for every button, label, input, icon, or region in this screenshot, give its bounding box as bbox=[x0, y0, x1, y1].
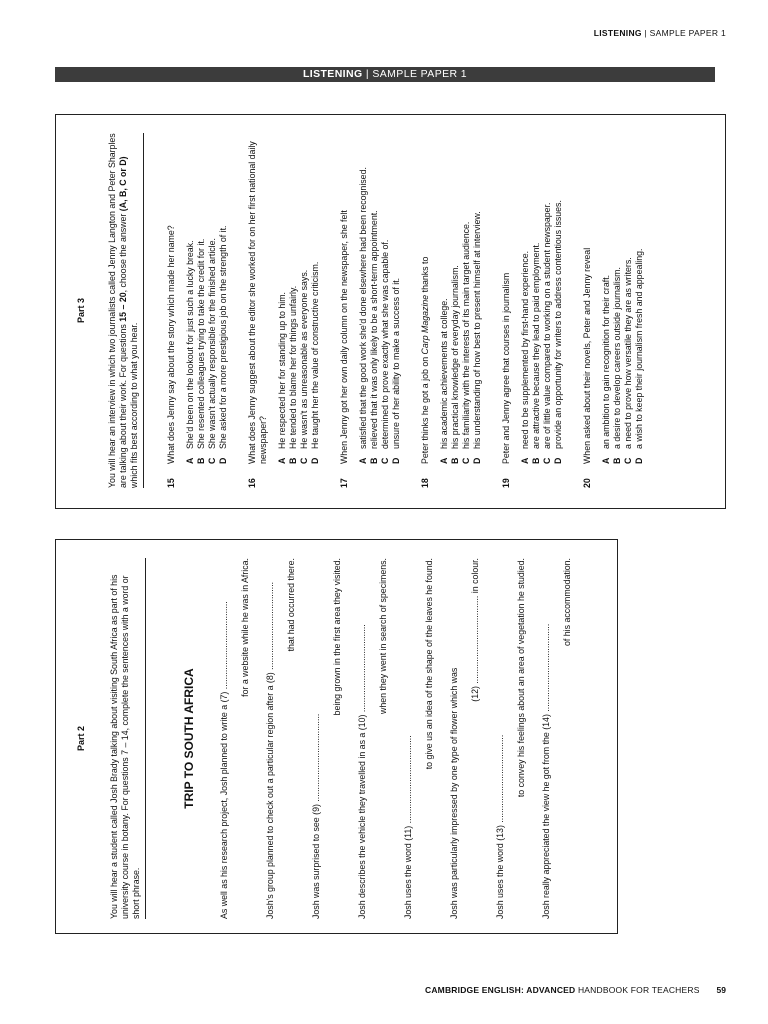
question-number: 15 bbox=[166, 478, 177, 488]
question-19 bbox=[501, 133, 564, 488]
part3-rule bbox=[143, 133, 144, 488]
sentence-11 bbox=[403, 558, 435, 919]
sentence-8-line2: that had occurred there. bbox=[286, 558, 297, 652]
option-b bbox=[288, 133, 299, 464]
question-number: 20 bbox=[581, 478, 592, 488]
option-letter: A bbox=[277, 457, 288, 464]
option-b bbox=[196, 133, 207, 464]
footer-publisher: CAMBRIDGE ENGLISH: ADVANCED bbox=[425, 985, 576, 995]
part3-intro-post: which fits best according to what you hear. bbox=[129, 322, 140, 488]
option-letter: B bbox=[449, 457, 460, 464]
option-letter: C bbox=[379, 457, 390, 464]
option-letter: A bbox=[185, 457, 196, 464]
option-text: an ambition to gain recognition for their craft. bbox=[600, 274, 611, 449]
option-text: satisfied that the good work she'd done elsewhere had been recognised. bbox=[358, 167, 369, 449]
magazine-title: Carp Magazine bbox=[419, 294, 430, 355]
band-section: LISTENING bbox=[302, 68, 363, 80]
part3-panel bbox=[55, 114, 726, 509]
option-b bbox=[450, 133, 461, 464]
sentence-7 bbox=[219, 558, 251, 919]
sentence-14-line2: of his accommodation. bbox=[561, 558, 572, 647]
option-b bbox=[531, 133, 542, 464]
option-text: are attractive because they lead to paid employment. bbox=[530, 242, 541, 449]
option-a bbox=[601, 133, 612, 464]
option-a bbox=[185, 133, 196, 464]
option-letter: B bbox=[611, 457, 622, 464]
option-text: his familiarity with the interests of its main target audience. bbox=[460, 221, 471, 449]
question-stem: What does Jenny say about the story which made her name? bbox=[166, 225, 177, 464]
option-text: She wasn't actually responsible for the finished article. bbox=[207, 238, 218, 449]
option-letter: D bbox=[310, 457, 321, 464]
part3-title: Part 3 bbox=[76, 298, 86, 324]
question-number: 16 bbox=[247, 478, 258, 488]
sentence-12-line2: (12) .................................... in colour. bbox=[470, 558, 481, 702]
section-band bbox=[55, 67, 715, 82]
question-17 bbox=[339, 133, 402, 488]
sentence-9-line2: being grown in the first area they visited. bbox=[332, 558, 343, 716]
sentence-10 bbox=[357, 558, 389, 919]
header-paper: SAMPLE PAPER 1 bbox=[649, 28, 726, 38]
option-text: a desire to develop careers outside journalism. bbox=[611, 267, 622, 449]
option-letter: C bbox=[541, 457, 552, 464]
option-letter: C bbox=[622, 457, 633, 464]
header-section: LISTENING bbox=[593, 28, 642, 38]
option-c bbox=[542, 133, 553, 464]
question-20 bbox=[582, 133, 645, 488]
option-text: She'd been on the lookout for just such a lucky break. bbox=[185, 240, 196, 449]
option-text: his academic achievements at college. bbox=[438, 298, 449, 449]
option-letter: D bbox=[633, 457, 644, 464]
option-letter: D bbox=[471, 457, 482, 464]
part3-intro-letters: (A, B, C or D) bbox=[118, 156, 129, 212]
option-text: He wasn't as unreasonable as everyone says. bbox=[299, 269, 310, 449]
option-letter: C bbox=[299, 457, 310, 464]
option-letter: B bbox=[369, 457, 379, 464]
option-letter: C bbox=[460, 457, 471, 464]
sentence-10-line2: when they went in search of specimens. bbox=[378, 558, 389, 714]
option-a bbox=[358, 133, 369, 464]
sentence-13 bbox=[495, 558, 527, 919]
part2-panel bbox=[55, 539, 618, 934]
question-stem-pre: Peter thinks he got a job on bbox=[419, 354, 430, 464]
question-number: 19 bbox=[500, 478, 511, 488]
option-letter: A bbox=[438, 457, 449, 464]
option-text: a need to prove how versatile they are as writers. bbox=[622, 257, 633, 449]
option-d bbox=[553, 133, 564, 464]
option-letter: B bbox=[288, 457, 299, 464]
option-text: She resented colleagues trying to take the credit for it. bbox=[196, 238, 207, 449]
part3-intro-range: 15 – 20 bbox=[118, 292, 129, 322]
sentence-11-line1: Josh uses the word (11) .................................... bbox=[403, 735, 414, 919]
option-letter: D bbox=[552, 457, 563, 464]
option-text: his understanding of how best to present himself at interview. bbox=[471, 211, 482, 449]
option-c bbox=[299, 133, 310, 464]
part3-intro bbox=[107, 133, 140, 488]
sentence-12-line1: Josh was particularly impressed by one type of flower which was bbox=[449, 667, 460, 919]
option-letter: A bbox=[358, 457, 369, 464]
option-letter: A bbox=[600, 457, 611, 464]
option-text: need to be supplemented by first-hand experience. bbox=[519, 250, 530, 449]
option-text: He respected her for standing up to him. bbox=[277, 292, 288, 449]
sentence-7-line1: As well as his research project, Josh planned to write a (7) .................................... bbox=[219, 601, 230, 919]
question-16 bbox=[247, 133, 321, 488]
part2-title: Part 2 bbox=[76, 726, 86, 752]
part2-rule bbox=[145, 558, 146, 919]
sentence-9 bbox=[311, 558, 343, 919]
footer-book: HANDBOOK FOR TEACHERS bbox=[577, 985, 700, 995]
option-letter: D bbox=[218, 457, 229, 464]
option-text: He taught her the value of constructive criticism. bbox=[310, 261, 321, 449]
sentence-13-line2: to convey his feelings about an area of vegetation he studied. bbox=[516, 558, 526, 798]
sentence-10-line1: Josh describes the vehicle they travelled in as a (10) .................................... bbox=[357, 624, 368, 919]
option-text: are of little value compared to working on a student newspaper. bbox=[541, 202, 552, 449]
option-text: He tended to blame her for things unfairly. bbox=[288, 285, 299, 449]
option-text: his practical knowledge of everyday journalism. bbox=[449, 265, 460, 449]
option-d bbox=[391, 133, 402, 464]
question-number: 18 bbox=[419, 478, 430, 488]
option-d bbox=[634, 133, 645, 464]
option-d bbox=[218, 133, 229, 464]
sentence-13-line1: Josh uses the word (13) .................................... bbox=[495, 734, 506, 919]
option-text: provide an opportunity for writers to address contentious issues. bbox=[552, 200, 563, 449]
question-stem: When asked about their novels, Peter and Jenny reveal bbox=[581, 247, 592, 464]
sentence-7-line2: for a website while he was in Africa. bbox=[240, 558, 251, 697]
option-c bbox=[461, 133, 472, 464]
option-c bbox=[380, 133, 391, 464]
question-stem: What does Jenny suggest about the editor she worked for on her first national daily newspaper? bbox=[247, 141, 269, 464]
part3-intro-pre: You will hear an interview in which two journalists called Jenny Langton and Peter Sharples are talking about their work. For questions bbox=[107, 133, 129, 488]
option-text: a wish to keep their journalism fresh and appealing. bbox=[633, 248, 644, 449]
sentence-14 bbox=[541, 558, 573, 919]
option-b bbox=[369, 133, 380, 464]
option-letter: D bbox=[390, 457, 401, 464]
option-text: She asked for a more prestigious job on the strength of it. bbox=[218, 225, 229, 449]
page-header bbox=[594, 28, 726, 38]
question-stem-post: thanks to bbox=[419, 256, 430, 295]
header-separator: | bbox=[644, 28, 647, 38]
option-c bbox=[623, 133, 634, 464]
page-footer bbox=[425, 985, 700, 995]
option-d bbox=[472, 133, 483, 464]
sheet-title: TRIP TO SOUTH AFRICA bbox=[182, 668, 197, 809]
part3-intro-mid: , choose the answer bbox=[118, 211, 129, 293]
question-stem: Peter and Jenny agree that courses in journalism bbox=[500, 272, 511, 464]
option-letter: B bbox=[196, 457, 207, 464]
option-d bbox=[310, 133, 321, 464]
part2-intro: You will hear a student called Josh Brady talking about visiting South Africa as part of his university course in botany. For questions 7 – 14, complete the sentences with a word or short phrase. bbox=[109, 574, 142, 919]
sentence-8 bbox=[265, 558, 297, 919]
sentence-11-line2: to give us an idea of the shape of the leaves he found. bbox=[424, 558, 435, 770]
option-b bbox=[612, 133, 623, 464]
sentence-9-line1: Josh was surprised to see (9) .................................... bbox=[311, 713, 322, 919]
option-letter: B bbox=[530, 457, 541, 464]
question-number: 17 bbox=[339, 478, 350, 488]
sentence-8-line1: Josh's group planned to check out a particular region after a (8) .................................... bbox=[265, 581, 276, 919]
option-a bbox=[520, 133, 531, 464]
option-letter: C bbox=[207, 457, 218, 464]
option-a bbox=[277, 133, 288, 464]
option-a bbox=[439, 133, 450, 464]
question-15 bbox=[166, 133, 229, 488]
question-18 bbox=[420, 133, 483, 488]
option-text: determined to prove exactly what she was capable of. bbox=[379, 239, 390, 449]
band-separator: | bbox=[365, 68, 370, 80]
band-paper: SAMPLE PAPER 1 bbox=[372, 68, 468, 80]
option-c bbox=[207, 133, 218, 464]
option-text: unsure of her ability to make a success of it. bbox=[390, 277, 401, 449]
option-text: relieved that it was only likely to be a short-term appointment. bbox=[369, 210, 379, 449]
page-number: 59 bbox=[716, 985, 726, 995]
question-stem: When Jenny got her own daily column on the newspaper, she felt bbox=[339, 210, 350, 464]
sentence-14-line1: Josh really appreciated the view he got from the (14) .................................... bbox=[540, 623, 551, 919]
question-stem bbox=[420, 133, 431, 464]
option-letter: A bbox=[519, 457, 530, 464]
sentence-12 bbox=[449, 558, 481, 919]
